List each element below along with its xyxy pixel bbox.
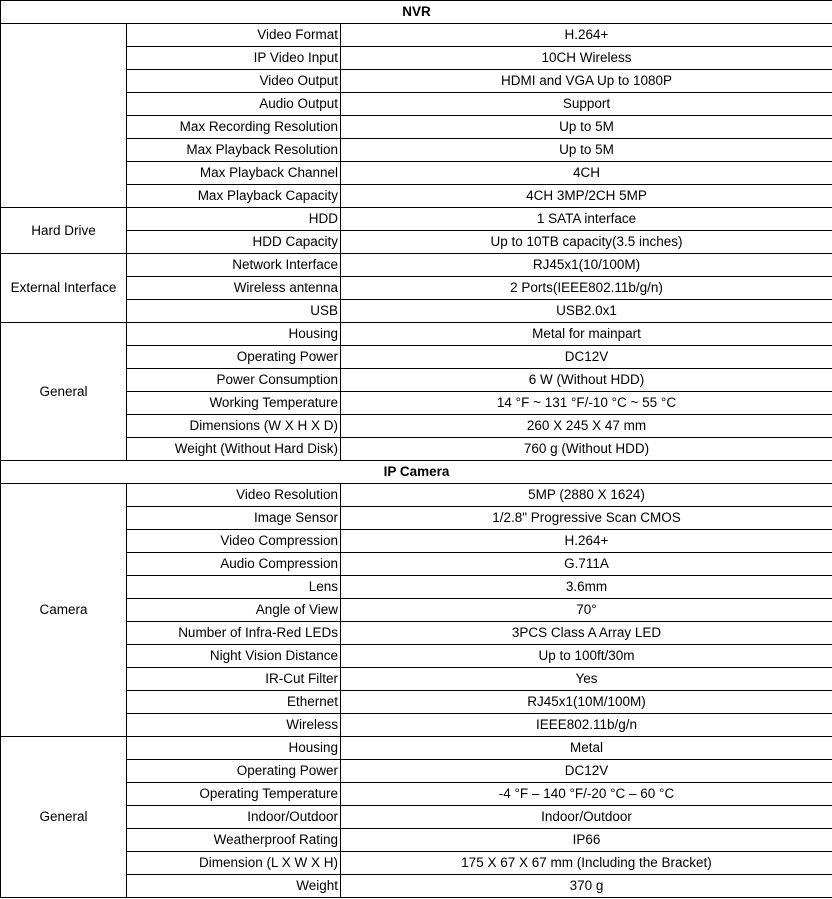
group-label: Hard Drive [1,208,127,254]
section-title: NVR [1,1,832,24]
spec-label: Weatherproof Rating [127,829,341,852]
spec-value: G.711A [341,553,832,576]
spec-value: H.264+ [341,24,832,47]
spec-row [1,737,832,760]
group-label: External Interface [1,254,127,323]
spec-value: Up to 5M [341,116,832,139]
spec-value: Up to 100ft/30m [341,645,832,668]
spec-row [1,323,832,346]
spec-row [1,24,832,47]
spec-table-body [1,1,832,898]
group-label: Camera [1,484,127,737]
spec-value: 760 g (Without HDD) [341,438,832,461]
spec-value: Metal for mainpart [341,323,832,346]
spec-value: USB2.0x1 [341,300,832,323]
spec-value: Up to 5M [341,139,832,162]
spec-label: Housing [127,737,341,760]
spec-label: Network Interface [127,254,341,277]
group-label [1,24,127,208]
spec-value: 1/2.8" Progressive Scan CMOS [341,507,832,530]
spec-label: Operating Power [127,346,341,369]
spec-value: 4CH [341,162,832,185]
spec-value: IP66 [341,829,832,852]
spec-value: Yes [341,668,832,691]
spec-value: 70° [341,599,832,622]
spec-label: Video Output [127,70,341,93]
spec-value: Metal [341,737,832,760]
spec-label: IR-Cut Filter [127,668,341,691]
spec-value: 10CH Wireless [341,47,832,70]
spec-label: Ethernet [127,691,341,714]
spec-label: Number of Infra-Red LEDs [127,622,341,645]
spec-value: 14 °F ~ 131 °F/-10 °C ~ 55 °C [341,392,832,415]
spec-label: Operating Temperature [127,783,341,806]
spec-value: 260 X 245 X 47 mm [341,415,832,438]
spec-label: IP Video Input [127,47,341,70]
spec-label: Video Compression [127,530,341,553]
spec-row [1,208,832,231]
spec-value: 370 g [341,875,832,898]
spec-value: RJ45x1(10/100M) [341,254,832,277]
spec-label: Lens [127,576,341,599]
spec-value: 3PCS Class A Array LED [341,622,832,645]
spec-label: Dimensions (W X H X D) [127,415,341,438]
spec-value: Indoor/Outdoor [341,806,832,829]
spec-label: Video Resolution [127,484,341,507]
spec-value: 6 W (Without HDD) [341,369,832,392]
spec-label: Operating Power [127,760,341,783]
group-label: General [1,737,127,898]
section-header-row [1,461,832,484]
spec-label: Wireless antenna [127,277,341,300]
group-label: General [1,323,127,461]
spec-value: 2 Ports(IEEE802.11b/g/n) [341,277,832,300]
spec-label: Max Playback Capacity [127,185,341,208]
spec-value: HDMI and VGA Up to 1080P [341,70,832,93]
spec-label: Dimension (L X W X H) [127,852,341,875]
spec-value: Up to 10TB capacity(3.5 inches) [341,231,832,254]
spec-label: Housing [127,323,341,346]
spec-value: 4CH 3MP/2CH 5MP [341,185,832,208]
spec-label: HDD Capacity [127,231,341,254]
spec-label: Weight (Without Hard Disk) [127,438,341,461]
spec-value: Support [341,93,832,116]
section-header-row [1,1,832,24]
spec-row [1,484,832,507]
spec-label: Audio Compression [127,553,341,576]
spec-row [1,254,832,277]
section-title: IP Camera [1,461,832,484]
spec-label: Power Consumption [127,369,341,392]
spec-label: Angle of View [127,599,341,622]
spec-label: USB [127,300,341,323]
spec-value: 5MP (2880 X 1624) [341,484,832,507]
spec-value: 175 X 67 X 67 mm (Including the Bracket) [341,852,832,875]
spec-label: Audio Output [127,93,341,116]
spec-label: HDD [127,208,341,231]
spec-value: H.264+ [341,530,832,553]
spec-value: IEEE802.11b/g/n [341,714,832,737]
spec-label: Max Playback Channel [127,162,341,185]
spec-label: Working Temperature [127,392,341,415]
spec-value: DC12V [341,346,832,369]
spec-label: Wireless [127,714,341,737]
spec-value: 1 SATA interface [341,208,832,231]
spec-label: Max Recording Resolution [127,116,341,139]
spec-value: -4 °F – 140 °F/-20 °C – 60 °C [341,783,832,806]
spec-label: Video Format [127,24,341,47]
spec-value: DC12V [341,760,832,783]
spec-label: Indoor/Outdoor [127,806,341,829]
spec-value: RJ45x1(10M/100M) [341,691,832,714]
spec-value: 3.6mm [341,576,832,599]
spec-label: Night Vision Distance [127,645,341,668]
spec-label: Weight [127,875,341,898]
spec-label: Image Sensor [127,507,341,530]
spec-label: Max Playback Resolution [127,139,341,162]
